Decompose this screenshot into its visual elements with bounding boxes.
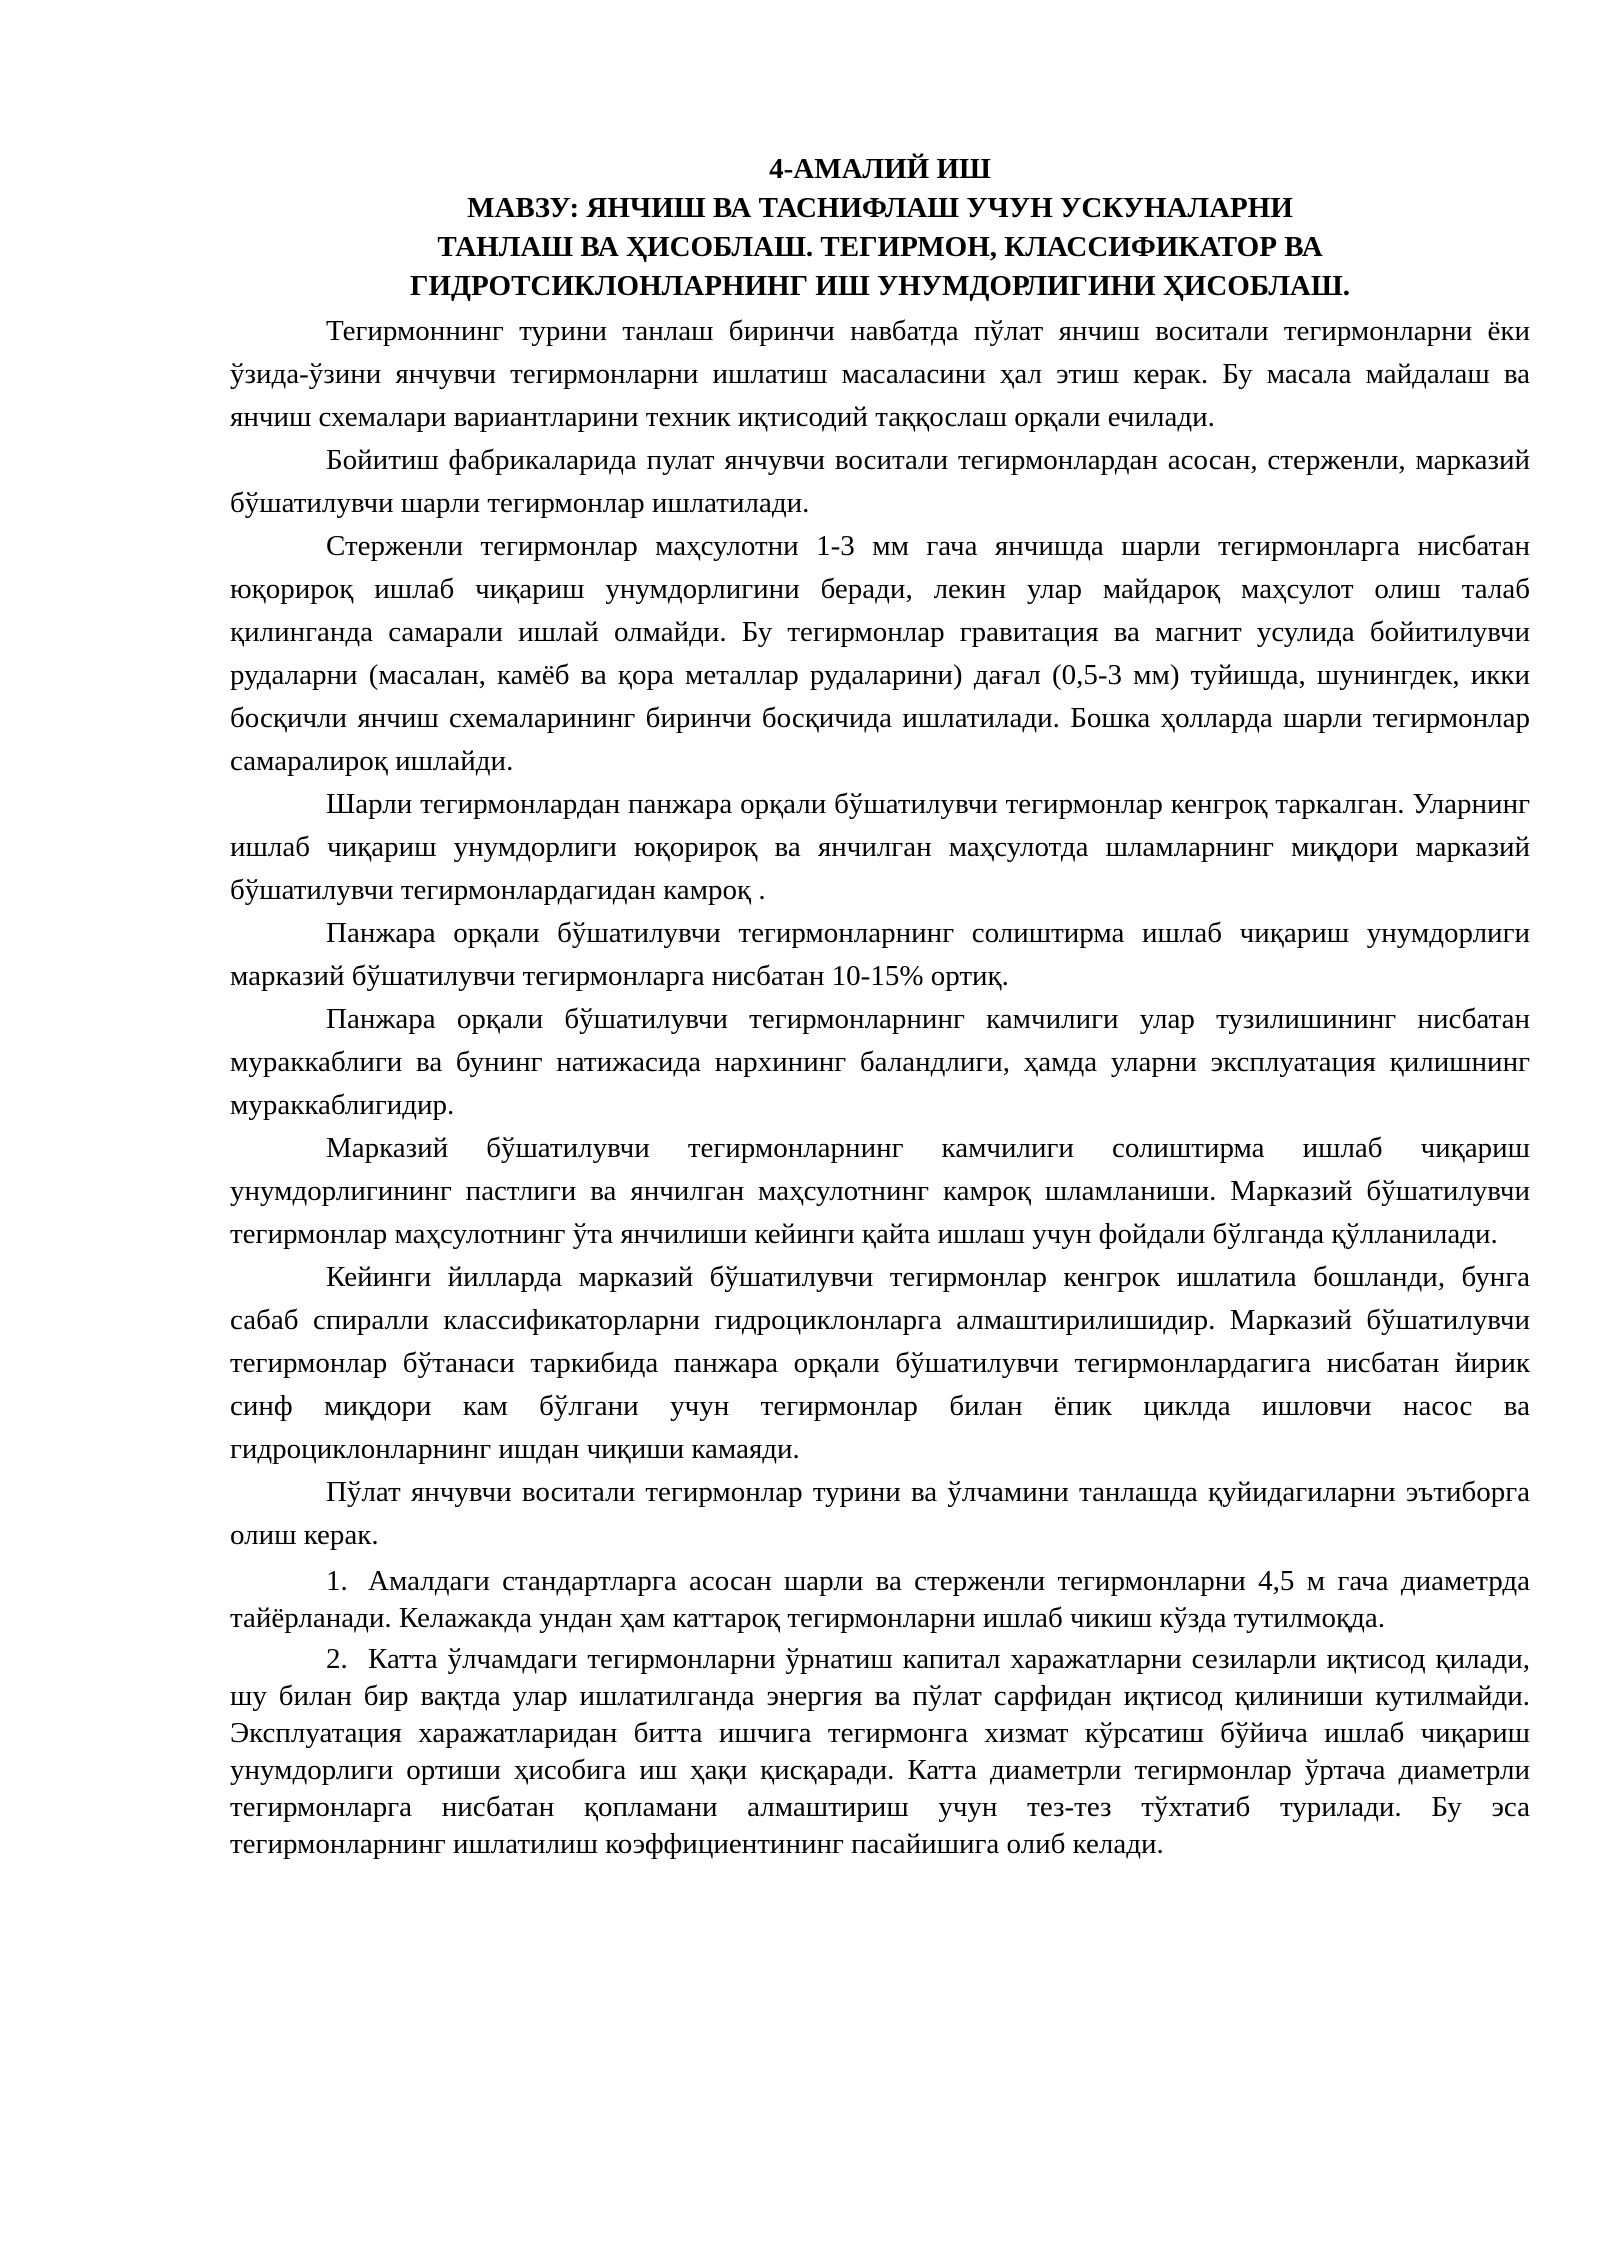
list-item-text: Катта ўлчамдаги тегирмонларни ўрнатиш капитал харажатларни сезиларли иқтисод қилади, шу билан бир вақтда улар ишлатилганда энергия ва пўлат сарфидан иқтисод қилиниши кутилмайди. Эксплуатация харажатларидан битта ишчига тегирмонга хизмат кўрсатиш бўйича ишлаб чиқариш унумдорлиги ортиши ҳисобига иш ҳақи қисқаради. Катта диаметрли тегирмонлар ўртача диаметрли тегирмонларга нисбатан қопламани алмаштириш учун тез-тез тўхтатиб турилади. Бу эса тегирмонларнинг ишлатилиш коэффициентининг пасайишига олиб келади. <box>230 1643 1530 1860</box>
paragraph-1: Тегирмоннинг турини танлаш биринчи навбатда пўлат янчиш воситали тегирмонларни ёки ўзида-ўзини янчувчи тегирмонларни ишлатиш масаласини ҳал этиш керак. Бу масала майдалаш ва янчиш схемалари вариантларини техник иқтисодий таққослаш орқали ечилади. <box>230 315 1530 433</box>
paragraph-9: Пўлат янчувчи воситали тегирмонлар турини ва ўлчамини танлашда қуйидагиларни эътиборга олиш керак. <box>230 1476 1530 1551</box>
paragraph-4: Шарли тегирмонлардан панжара орқали бўшатилувчи тегирмонлар кенгроқ таркалган. Уларнинг ишлаб чиқариш унумдорлиги юқорироқ ва янчилган маҳсулотда шламларнинг миқдори марказий бўшатилувчи тегирмонлардагидан камроқ . <box>230 788 1530 906</box>
list-item-number: 2. <box>326 1643 348 1675</box>
paragraph-6: Панжара орқали бўшатилувчи тегирмонларнинг камчилиги улар тузилишининг нисбатан мураккаблиги ва бунинг натижасида нархининг баландлиги, ҳамда уларни эксплуатация қилишнинг мураккаблигидир. <box>230 1003 1530 1121</box>
paragraph-7: Марказий бўшатилувчи тегирмонларнинг камчилиги солиштирма ишлаб чиқариш унумдорлигининг пастлиги ва янчилган маҳсулотнинг камроқ шламланиши. Марказий бўшатилувчи тегирмонлар маҳсулотнинг ўта янчилиши кейинги қайта ишлаш учун фойдали бўлганда қўлланилади. <box>230 1132 1530 1250</box>
title-line-2: МАВЗУ: ЯНЧИШ ВА ТАСНИФЛАШ УЧУН УСКУНАЛАРНИ <box>467 192 1293 224</box>
title-line-3: ТАНЛАШ ВА ҲИСОБЛАШ. ТЕГИРМОН, КЛАССИФИКАТОР ВА <box>437 231 1323 263</box>
list-item <box>230 1563 1530 1637</box>
list-item-number: 1. <box>326 1565 348 1597</box>
numbered-list <box>230 1563 1530 1863</box>
document-page <box>230 150 1530 1867</box>
document-title <box>230 150 1530 306</box>
paragraph-3: Стерженли тегирмонлар маҳсулотни 1-3 мм гача янчишда шарли тегирмонларга нисбатан юқорироқ ишлаб чиқариш унумдорлигини беради, лекин улар майдароқ маҳсулот олиш талаб қилинганда самарали ишлай олмайди. Бу тегирмонлар гравитация ва магнит усулида бойитилувчи рудаларни (масалан, камёб ва қора металлар рудаларини) дағал (0,5-3 мм) туйишда, шунингдек, икки босқичли янчиш схемаларининг биринчи босқичида ишлатилади. Бошка ҳолларда шарли тегирмонлар самаралироқ ишлайди. <box>230 530 1530 777</box>
paragraph-2: Бойитиш фабрикаларида пулат янчувчи воситали тегирмонлардан асосан, стерженли, марказий бўшатилувчи шарли тегирмонлар ишлатилади. <box>230 444 1530 519</box>
title-line-1: 4-АМАЛИЙ ИШ <box>769 153 991 185</box>
paragraph-8: Кейинги йилларда марказий бўшатилувчи тегирмонлар кенгрок ишлатила бошланди, бунга сабаб спиралли классификаторларни гидроциклонларга алмаштирилишидир. Марказий бўшатилувчи тегирмонлар бўтанаси таркибида панжара орқали бўшатилувчи тегирмонлардагига нисбатан йирик синф миқдори кам бўлгани учун тегирмонлар билан ёпик циклда ишловчи насос ва гидроциклонларнинг ишдан чиқиши камаяди. <box>230 1261 1530 1465</box>
paragraph-5: Панжара орқали бўшатилувчи тегирмонларнинг солиштирма ишлаб чиқариш унумдорлиги марказий бўшатилувчи тегирмонларга нисбатан 10-15% ортиқ. <box>230 917 1530 992</box>
list-item-text: Амалдаги стандартларга асосан шарли ва стерженли тегирмонларни 4,5 м гача диаметрда тайёрланади. Келажакда ундан ҳам каттароқ тегирмонларни ишлаб чикиш кўзда тутилмоқда. <box>230 1565 1530 1634</box>
title-line-4: ГИДРОТСИКЛОНЛАРНИНГ ИШ УНУМДОРЛИГИНИ ҲИСОБЛАШ. <box>410 270 1350 302</box>
list-item <box>230 1641 1530 1863</box>
